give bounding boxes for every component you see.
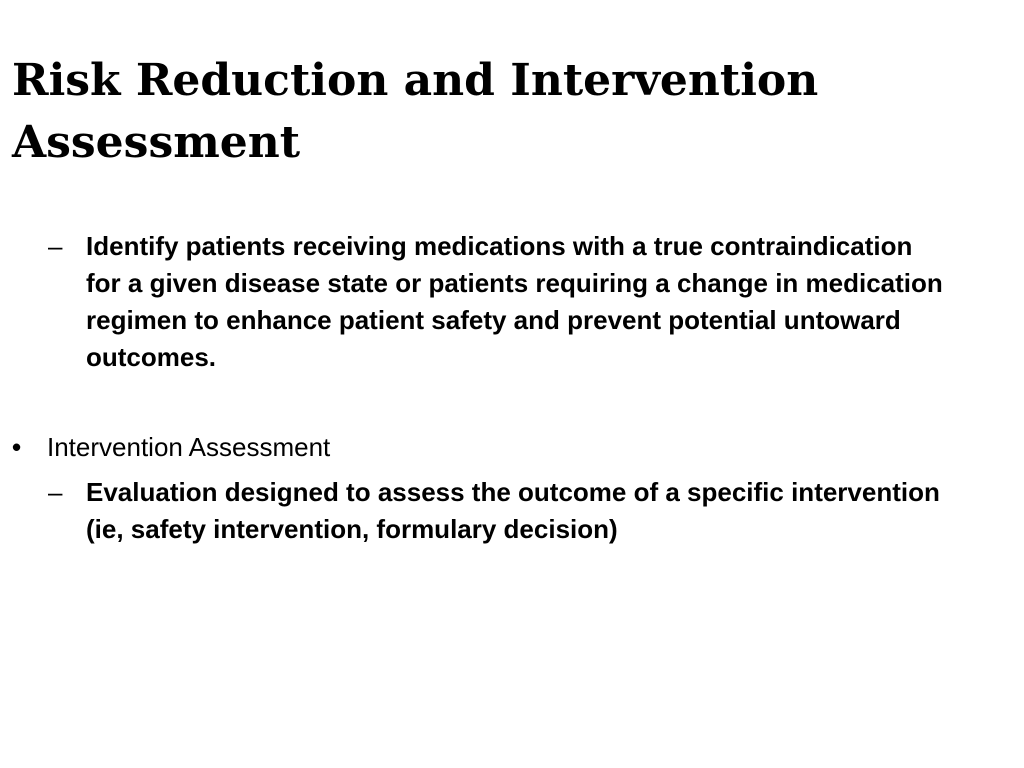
slide-title: Risk Reduction and Intervention Assessment (12, 55, 819, 168)
bullet-text: Intervention Assessment (47, 432, 331, 462)
sub-bullet-text: Identify patients receiving medications with a true contraindication for a given disease state or patients requiring a change in medication regimen to enhance patient safety and prevent potential untoward outcomes. (86, 231, 943, 372)
dash-bullet-icon: – (48, 477, 63, 507)
bullet-item (12, 429, 972, 466)
sub-bullet-text: Evaluation designed to assess the outcome of a specific intervention (ie, safety intervention, formulary decision) (86, 477, 940, 544)
dash-bullet-icon: – (48, 231, 63, 261)
bullet-dot-icon: • (12, 432, 22, 462)
sub-bullet-item (48, 228, 948, 376)
sub-bullet-item (48, 474, 948, 548)
